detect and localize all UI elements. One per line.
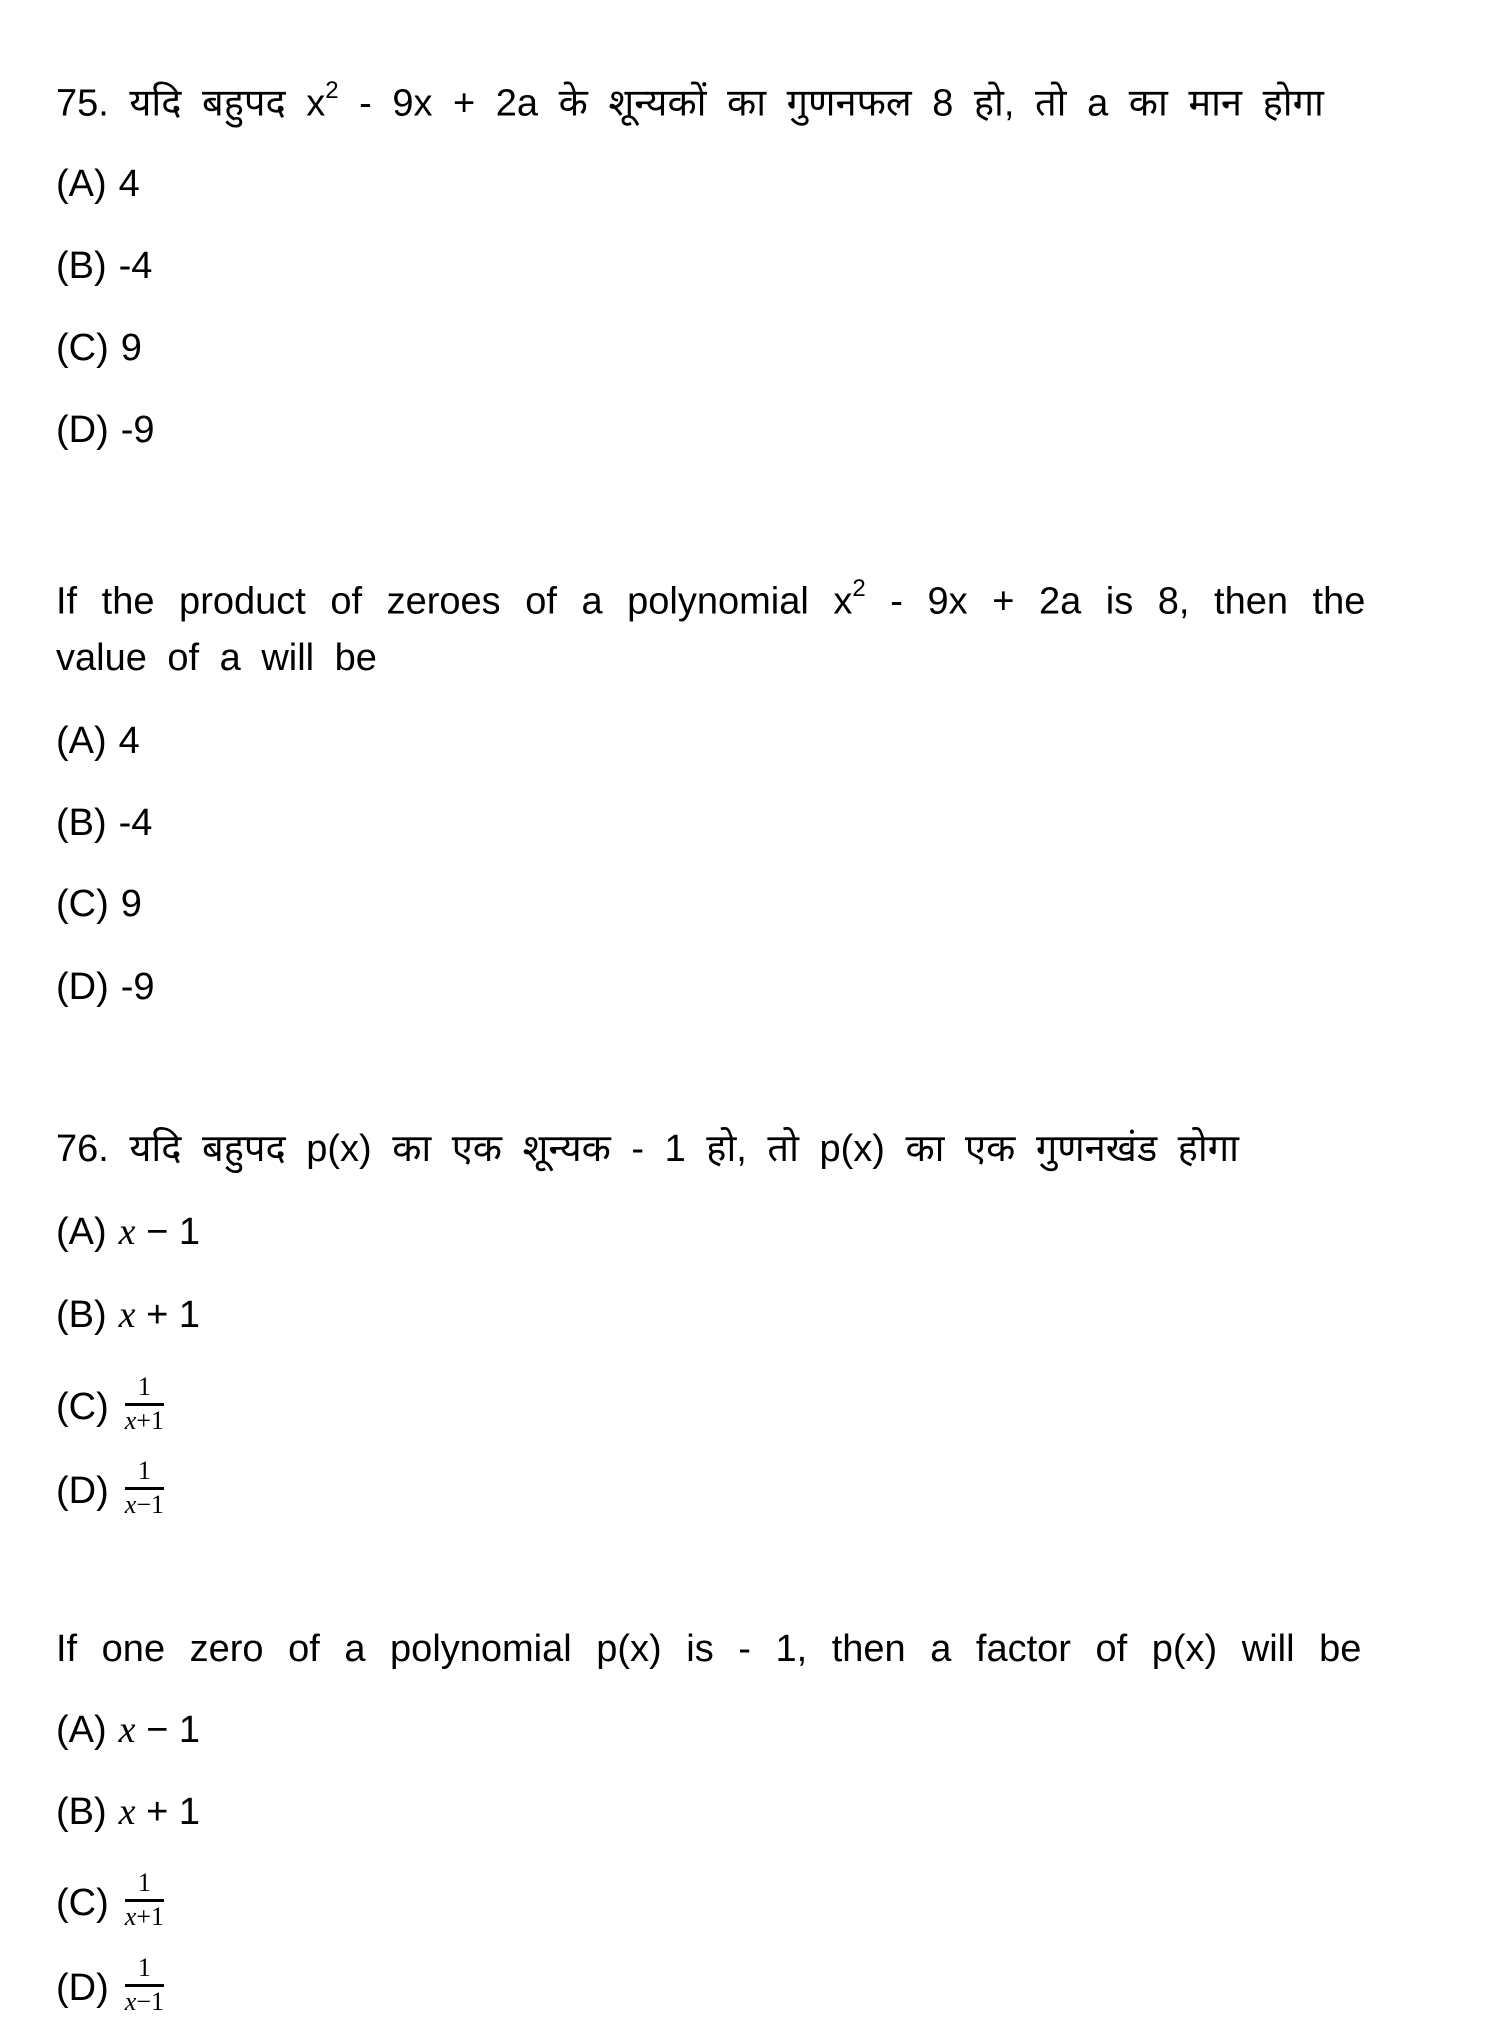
math-expression: + 1	[135, 1294, 200, 1336]
question-text: यदि बहुपद x	[129, 82, 326, 125]
option-value: -4	[118, 245, 153, 287]
question-text: If the product of zeroes of a polynomial x	[56, 580, 853, 623]
fraction	[125, 1457, 164, 1520]
question-text: value of a will be	[56, 637, 377, 679]
q76-english-option-b	[56, 1789, 200, 1835]
fraction	[125, 1373, 164, 1436]
q76-english-option-c	[56, 1868, 164, 1936]
math-variable: x	[124, 1406, 137, 1435]
question-number: 76.	[56, 1128, 109, 1170]
q75-english-question-line1	[56, 570, 1365, 625]
q75-hindi-question	[56, 72, 1324, 127]
q75-english-option-a	[56, 718, 140, 764]
denominator	[125, 1902, 164, 1932]
q76-hindi-option-d	[56, 1456, 164, 1524]
q75-english-option-d	[56, 964, 155, 1010]
q75-english-option-b	[56, 800, 152, 846]
option-label: (B)	[56, 1791, 107, 1833]
math-variable: x	[124, 1490, 137, 1519]
q75-english-question-line2	[56, 635, 377, 681]
fraction	[125, 1954, 164, 2017]
math-expression: + 1	[135, 1791, 200, 1833]
option-label: (A)	[56, 1211, 107, 1253]
option-value: 4	[118, 163, 140, 205]
q76-english-option-a	[56, 1707, 200, 1753]
math-variable: x	[124, 1902, 137, 1931]
denominator	[125, 1406, 164, 1436]
numerator: 1	[125, 1869, 164, 1902]
math-variable: x	[118, 1294, 136, 1336]
q75-hindi-option-b	[56, 243, 152, 289]
q75-english-option-c	[56, 881, 142, 927]
question-text: यदि बहुपद p(x) का एक शून्यक - 1 हो, तो p(x) का एक गुणनखंड होगा	[129, 1128, 1239, 1170]
math-expression: − 1	[135, 1709, 200, 1751]
numerator: 1	[125, 1457, 164, 1490]
option-value: 9	[120, 327, 142, 369]
q76-english-question	[56, 1626, 1361, 1672]
option-label: (A)	[56, 163, 107, 205]
option-label: (A)	[56, 720, 107, 762]
option-label: (D)	[56, 409, 109, 451]
math-variable: x	[118, 1709, 136, 1751]
q75-hindi-option-a	[56, 161, 140, 207]
math-expression: − 1	[135, 1211, 200, 1253]
option-label: (B)	[56, 245, 107, 287]
option-label: (C)	[56, 883, 109, 925]
numerator: 1	[125, 1373, 164, 1406]
option-label: (C)	[56, 1385, 109, 1428]
option-label: (B)	[56, 1294, 107, 1336]
fraction	[125, 1869, 164, 1932]
question-text: If one zero of a polynomial p(x) is - 1, then a factor of p(x) will be	[56, 1628, 1362, 1670]
exponent: 2	[325, 77, 339, 104]
math-variable: x	[118, 1791, 136, 1833]
option-label: (C)	[56, 327, 109, 369]
q76-hindi-option-c	[56, 1372, 164, 1440]
question-number: 75.	[56, 82, 109, 125]
math-expression: +1	[136, 1902, 164, 1931]
option-label: (D)	[56, 966, 109, 1008]
option-label: (D)	[56, 1469, 109, 1512]
question-text-cont: - 9x + 2a के शून्यकों का गुणनफल 8 हो, तो a का मान होगा	[338, 82, 1324, 125]
math-expression: −1	[136, 1490, 164, 1519]
numerator: 1	[125, 1954, 164, 1987]
option-label: (D)	[56, 1966, 109, 2009]
option-value: -9	[120, 966, 155, 1008]
q76-hindi-option-a	[56, 1209, 200, 1255]
q76-hindi-option-b	[56, 1292, 200, 1338]
option-value: 9	[120, 883, 142, 925]
exponent: 2	[852, 575, 866, 602]
q75-hindi-option-d	[56, 407, 155, 453]
option-value: -4	[118, 802, 153, 844]
math-variable: x	[118, 1211, 136, 1253]
math-variable: x	[124, 1987, 137, 2016]
math-expression: −1	[136, 1987, 164, 2016]
q75-hindi-option-c	[56, 325, 142, 371]
q76-english-option-d	[56, 1953, 164, 2021]
q76-hindi-question	[56, 1126, 1239, 1172]
math-expression: +1	[136, 1406, 164, 1435]
option-value: -9	[120, 409, 155, 451]
option-label: (A)	[56, 1709, 107, 1751]
question-text-cont: - 9x + 2a is 8, then the	[865, 580, 1366, 623]
option-label: (C)	[56, 1881, 109, 1924]
option-value: 4	[118, 720, 140, 762]
denominator	[125, 1987, 164, 2017]
option-label: (B)	[56, 802, 107, 844]
denominator	[125, 1490, 164, 1520]
